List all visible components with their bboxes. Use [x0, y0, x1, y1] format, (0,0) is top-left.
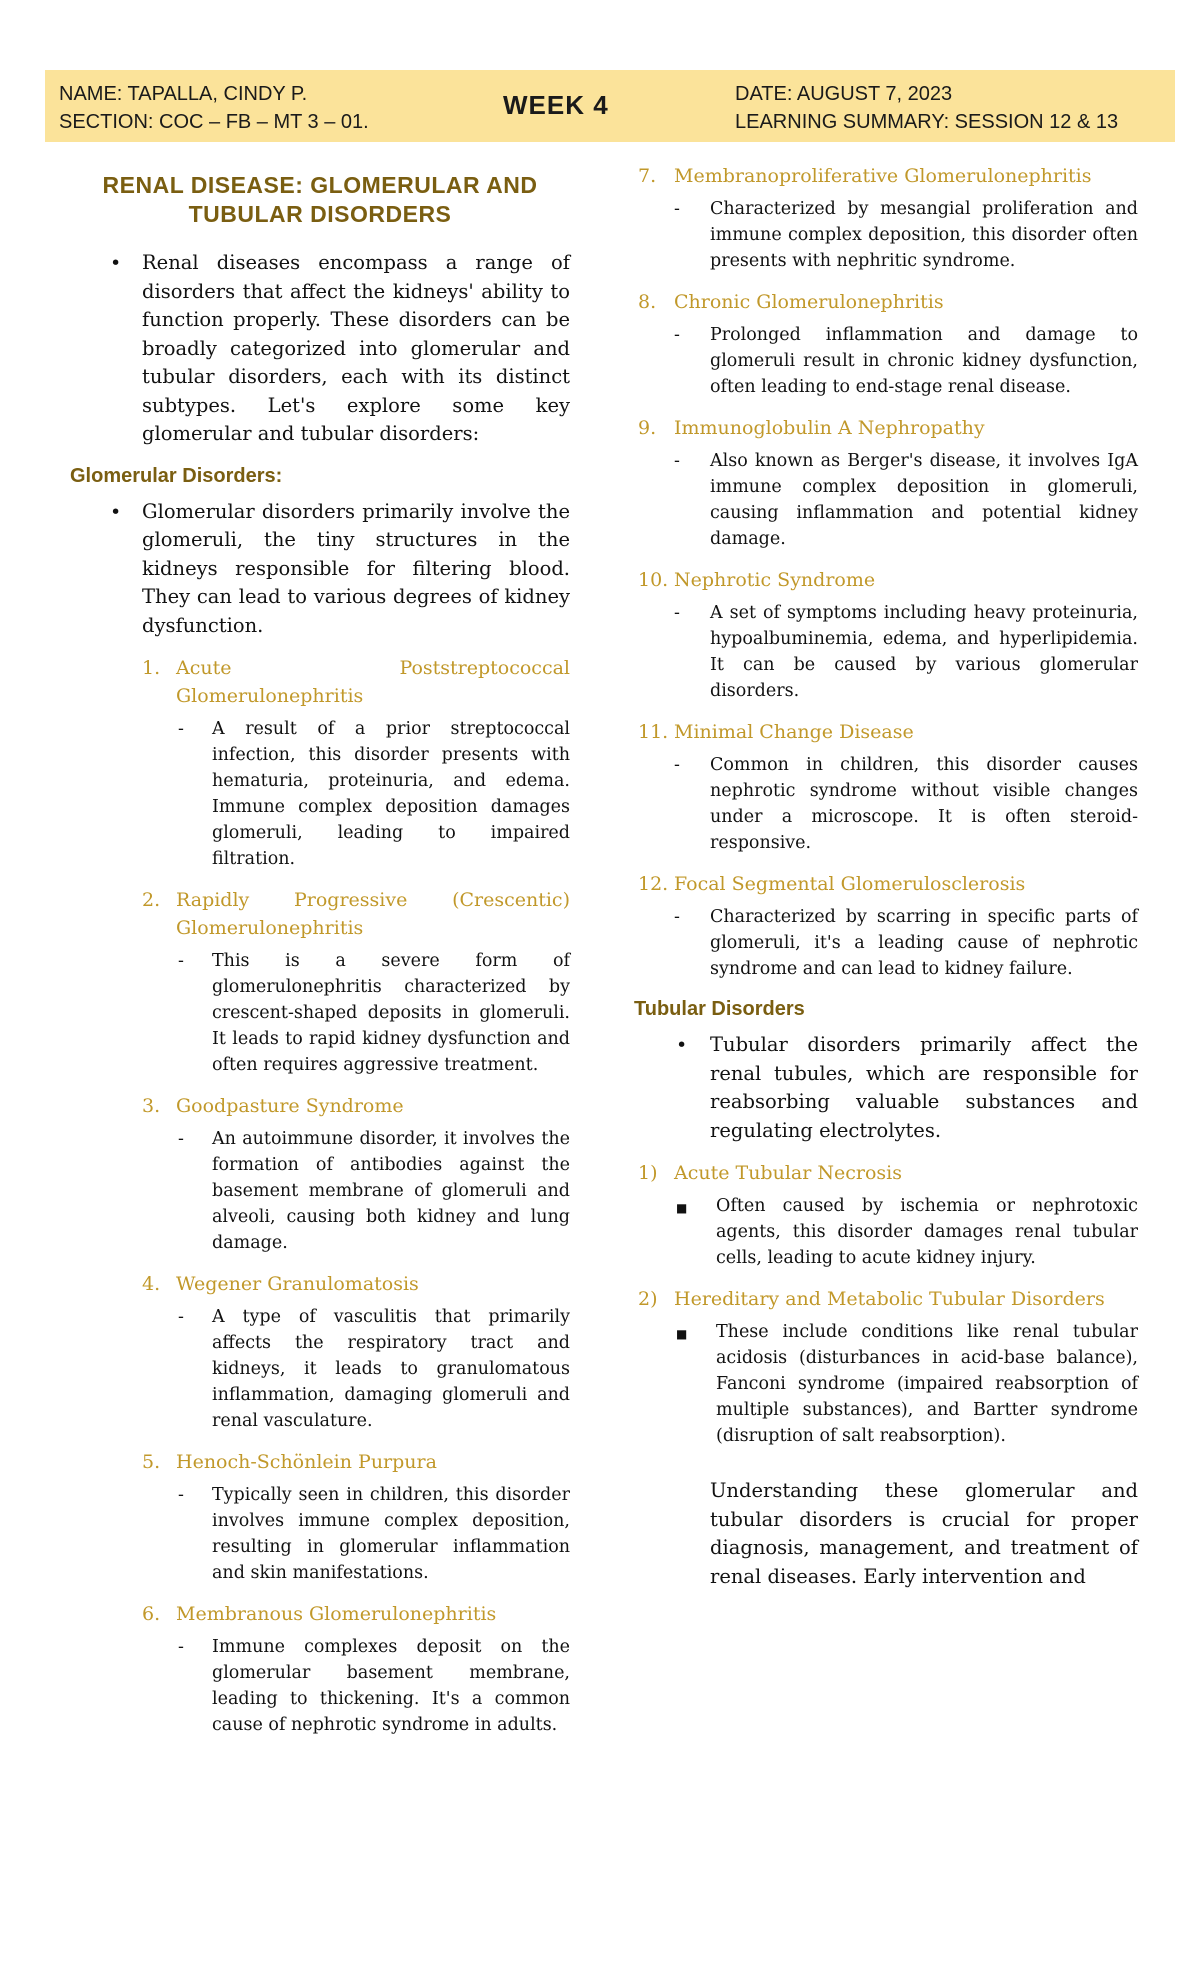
dash-icon: -: [674, 603, 680, 623]
dash-icon: -: [674, 325, 680, 345]
list-item: [638, 718, 1138, 856]
dash-icon: -: [674, 451, 680, 471]
dash-icon: -: [674, 907, 680, 927]
list-item: [70, 654, 570, 872]
item-description: - This is a severe form of glomerulonephritis characterized by crescent-shaped deposits in glomeruli. It leads to rapid kidney dysfunction and often requires aggressive treatment.: [70, 948, 570, 1078]
item-description: - Common in children, this disorder causes nephrotic syndrome without visible changes under a microscope. It is often steroid-responsive.: [638, 752, 1138, 856]
list-item: [70, 1600, 570, 1738]
item-description: - A set of symptoms including heavy proteinuria, hypoalbuminemia, edema, and hyperlipidemia. It can be caused by various glomerular disorders.: [638, 600, 1138, 704]
item-description: - Characterized by mesangial proliferation and immune complex deposition, this disorder often presents with nephritic syndrome.: [638, 196, 1138, 274]
tubular-heading: Tubular Disorders: [634, 998, 805, 1020]
item-description: - Immune complexes deposit on the glomerular basement membrane, leading to thickening. It's a common cause of nephrotic syndrome in adults.: [70, 1634, 570, 1738]
dash-icon: -: [178, 951, 184, 971]
glomerular-heading: Glomerular Disorders:: [70, 464, 283, 487]
list-item: [638, 414, 1138, 552]
left-column: [70, 165, 570, 1752]
glomerular-intro: • Glomerular disorders primarily involve the glomeruli, the tiny structures in the kidneys responsible for filtering blood. They can lead to various degrees of kidney dysfunction.: [110, 499, 570, 637]
dash-icon: -: [178, 719, 184, 739]
list-item: [70, 1270, 570, 1434]
item-description: - An autoimmune disorder, it involves the formation of antibodies against the basement membrane of glomeruli and alveoli, causing both kidney and lung damage.: [70, 1126, 570, 1256]
list-item: [70, 1092, 570, 1256]
dash-icon: -: [674, 199, 680, 219]
item-description: - Also known as Berger's disease, it involves IgA immune complex deposition in glomeruli, causing inflammation and potential kidney damage.: [638, 448, 1138, 552]
intro-paragraph: • Renal diseases encompass a range of disorders that affect the kidneys' ability to function properly. These disorders can be broadly categorized into glomerular and tubular disorders, each with its distinct subtypes. Let's explore some key glomerular and tubular disorders:: [110, 251, 570, 445]
header-bar: [45, 70, 1175, 142]
bullet-icon: •: [676, 1034, 688, 1056]
page-title: RENAL DISEASE: GLOMERULAR AND TUBULAR DISORDERS: [102, 172, 538, 227]
item-description: ■ Often caused by ischemia or nephrotoxic agents, this disorder damages renal tubular cells, leading to acute kidney injury.: [676, 1196, 1138, 1268]
student-section: SECTION: COC – FB – MT 3 – 01.: [59, 111, 369, 133]
list-item: [638, 288, 1138, 400]
item-title: 6. Membranous Glomerulonephritis: [142, 1603, 497, 1625]
list-item: [70, 1448, 570, 1586]
item-title: 11. Minimal Change Disease: [638, 721, 914, 743]
item-description: - A result of a prior streptococcal infection, this disorder presents with hematuria, proteinuria, and edema. Immune complex deposition damages glomeruli, leading to impaired filtration.: [70, 716, 570, 872]
item-description: - Typically seen in children, this disorder involves immune complex deposition, resulting in glomerular inflammation and skin manifestations.: [70, 1482, 570, 1586]
item-title: 1. Acute Poststreptococcal Glomerulonephritis: [142, 657, 570, 707]
item-description: ■ These include conditions like renal tubular acidosis (disturbances in acid-base balance), Fanconi syndrome (impaired reabsorption of multiple substances), and Bartter syndrome (disruption of salt reabsorption).: [676, 1322, 1138, 1446]
dash-icon: -: [178, 1485, 184, 1505]
right-column: [634, 162, 1138, 1591]
list-item: [638, 1285, 1138, 1449]
date-label: DATE: AUGUST 7, 2023: [735, 83, 953, 105]
item-title: 1) Acute Tubular Necrosis: [638, 1162, 902, 1184]
student-name: NAME: TAPALLA, CINDY P.: [59, 83, 308, 105]
list-item: [638, 566, 1138, 704]
item-title: 7. Membranoproliferative Glomerulonephritis: [638, 165, 1092, 187]
dash-icon: -: [178, 1129, 184, 1149]
item-description: - A type of vasculitis that primarily affects the respiratory tract and kidneys, it leads to granulomatous inflammation, damaging glomeruli and renal vasculature.: [70, 1304, 570, 1434]
tubular-intro: • Tubular disorders primarily affect the renal tubules, which are responsible for reabsorbing valuable substances and regulating electrolytes.: [676, 1033, 1138, 1142]
list-item: [638, 870, 1138, 982]
item-title: 4. Wegener Granulomatosis: [142, 1273, 419, 1295]
item-title: 8. Chronic Glomerulonephritis: [638, 291, 944, 313]
item-title: 5. Henoch-Schönlein Purpura: [142, 1451, 437, 1473]
item-title: 2) Hereditary and Metabolic Tubular Disorders: [638, 1288, 1105, 1310]
list-item: [638, 162, 1138, 274]
dash-icon: -: [674, 755, 680, 775]
bullet-icon: •: [110, 252, 122, 274]
item-description: - Prolonged inflammation and damage to glomeruli result in chronic kidney dysfunction, often leading to end-stage renal disease.: [638, 322, 1138, 400]
square-bullet-icon: ■: [676, 1327, 688, 1341]
square-bullet-icon: ■: [676, 1201, 688, 1215]
summary-label: LEARNING SUMMARY: SESSION 12 & 13: [735, 111, 1119, 133]
bullet-icon: •: [110, 500, 122, 523]
dash-icon: -: [178, 1637, 184, 1657]
item-title: 12. Focal Segmental Glomerulosclerosis: [638, 873, 1026, 895]
list-item: [638, 1159, 1138, 1271]
item-title: 9. Immunoglobulin A Nephropathy: [638, 417, 985, 439]
student-info: [59, 80, 369, 136]
dash-icon: -: [178, 1307, 184, 1327]
week-label: WEEK 4: [503, 90, 609, 120]
item-description: - Characterized by scarring in specific parts of glomeruli, it's a leading cause of nephrotic syndrome and can lead to kidney failure.: [638, 904, 1138, 982]
list-item: [70, 886, 570, 1078]
item-title: 2. Rapidly Progressive (Crescentic) Glomerulonephritis: [142, 889, 570, 939]
session-info: [735, 80, 1118, 136]
item-title: 10. Nephrotic Syndrome: [638, 569, 876, 591]
closing-paragraph: Understanding these glomerular and tubular disorders is crucial for proper diagnosis, management, and treatment of renal diseases. Early intervention and: [710, 1479, 1138, 1588]
item-title: 3. Goodpasture Syndrome: [142, 1095, 404, 1117]
